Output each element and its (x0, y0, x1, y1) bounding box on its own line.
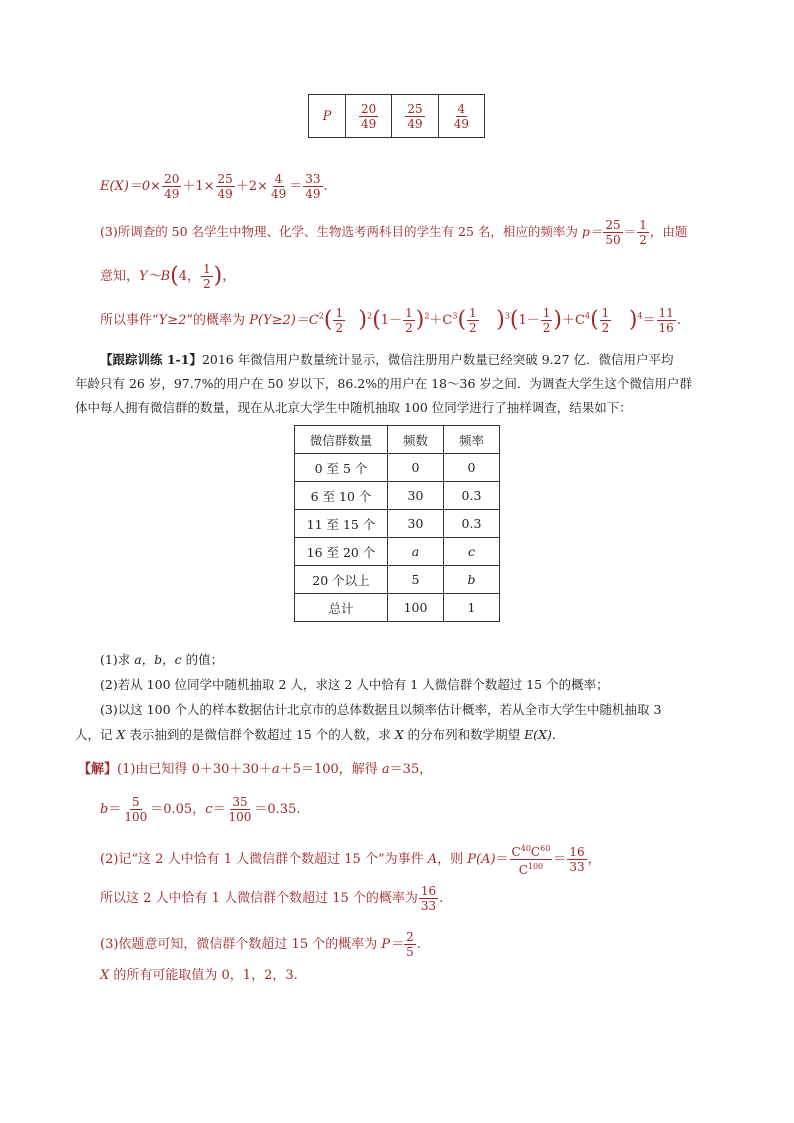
solution-line1: 【解】(1)由已知得 0＋30＋30＋a＋5＝100，解得 a＝35， (78, 762, 433, 777)
question-3-line1: (3)以这 100 个人的样本数据估计北京市的总体数据且以频率估计概率，若从全市大学生中随机抽取 3 (100, 702, 662, 717)
training-line3: 体中每人拥有微信群的数量，现在从北京大学生中随机抽取 100 位同学进行了抽样调查，结果如下： (75, 400, 632, 415)
part3-line3: 所以事件“Y≥2”的概率为 $P(Y\ge 2)=C^2$( $\frac{1}{2}$ )$^2$(1－ $\frac{1}{2}$ )$^2+C^3$( $\frac{1}{2}$ )$^3$(1－ $\frac{1}{2}$ )$+C^4$( $\frac{1}{2}$ )$^4$＝ $\frac{11}{16}$ . (100, 306, 681, 335)
p-label-cell: P (309, 95, 346, 138)
table-row: 总计 100 1 (295, 594, 500, 622)
part3-line1: (3)所调查的 50 名学生中物理、化学、生物选考两科目的学生有 25 名，相应的频率为 p＝ $\frac{25}{50}$ ＝ $\frac{1}{2}$ ，由题 (100, 218, 688, 247)
table-row: 16 至 20 个 a c (295, 538, 500, 566)
solution-line2: b＝ $\frac{5}{100}$ ＝0.05，c＝ $\frac{35}{100}$ ＝0.35. (100, 795, 301, 824)
solution-label: 【解】 (78, 762, 118, 777)
prob-cell: $\frac{25}{49}$ (392, 95, 438, 138)
table-row: 20 个以上 5 b (295, 566, 500, 594)
solution-line5: (3)依题意可知，微信群个数超过 15 个的概率为 P＝ $\frac{2}{5}$ . (100, 930, 421, 959)
header-cell: 微信群数量 (295, 426, 388, 454)
question-3-line2: 人，记 X 表示抽到的是微信群个数超过 15 个的人数，求 X 的分布列和数学期望 E(X)． (75, 727, 565, 742)
question-2: (2)若从 100 位同学中随机抽取 2 人，求这 2 人中恰有 1 人微信群个数超过 15 个的概率； (100, 677, 609, 692)
combination-fraction: $\frac{C^{40}C^{60}}{C^{100}}$ (511, 844, 551, 877)
training-line1: 【跟踪训练 1-1】2016 年微信用户数量统计显示，微信注册用户数量已经突破 9.27 亿．微信用户平均 (100, 352, 674, 367)
solution-line4: 所以这 2 人中恰有 1 人微信群个数超过 15 个的概率为 $\frac{16}{33}$ . (100, 884, 444, 913)
solution-line3: (2)记“这 2 人中恰有 1 人微信群个数超过 15 个”为事件 A，则 P(A)＝ $\frac{C^{40}C^{60}}{C^{100}}$ ＝ $\frac{16}{33}$ ， (100, 844, 601, 877)
question-1: (1)求 a，b，c 的值； (100, 652, 224, 667)
expectation-line: E(X)＝0× $\frac{20}{49}$ ＋1× $\frac{25}{49}$ ＋2× $\frac{4}{49}$ ＝ $\frac{33}{49}$ . (100, 172, 328, 201)
table-row: 6 至 10 个 30 0.3 (295, 482, 500, 510)
training-line2: 年龄只有 26 岁，97.7%的用户在 50 岁以下，86.2%的用户在 18～36 岁之间．为调查大学生这个微信用户群 (75, 376, 692, 391)
training-label: 【跟踪训练 1-1】 (100, 352, 202, 367)
frequency-table (294, 425, 500, 622)
prob-cell: $\frac{4}{49}$ (438, 95, 484, 138)
table-row: 0 至 5 个 0 0 (295, 454, 500, 482)
prob-cell: $\frac{20}{49}$ (346, 95, 392, 138)
header-cell: 频率 (444, 426, 500, 454)
solution-line6: X 的所有可能取值为 0，1，2，3. (100, 968, 298, 983)
distribution-table (308, 94, 485, 138)
table-row: 11 至 15 个 30 0.3 (295, 510, 500, 538)
part3-line2: 意知，Y～B(4， $\frac{1}{2}$ )， (100, 262, 236, 291)
header-cell: 频数 (388, 426, 444, 454)
